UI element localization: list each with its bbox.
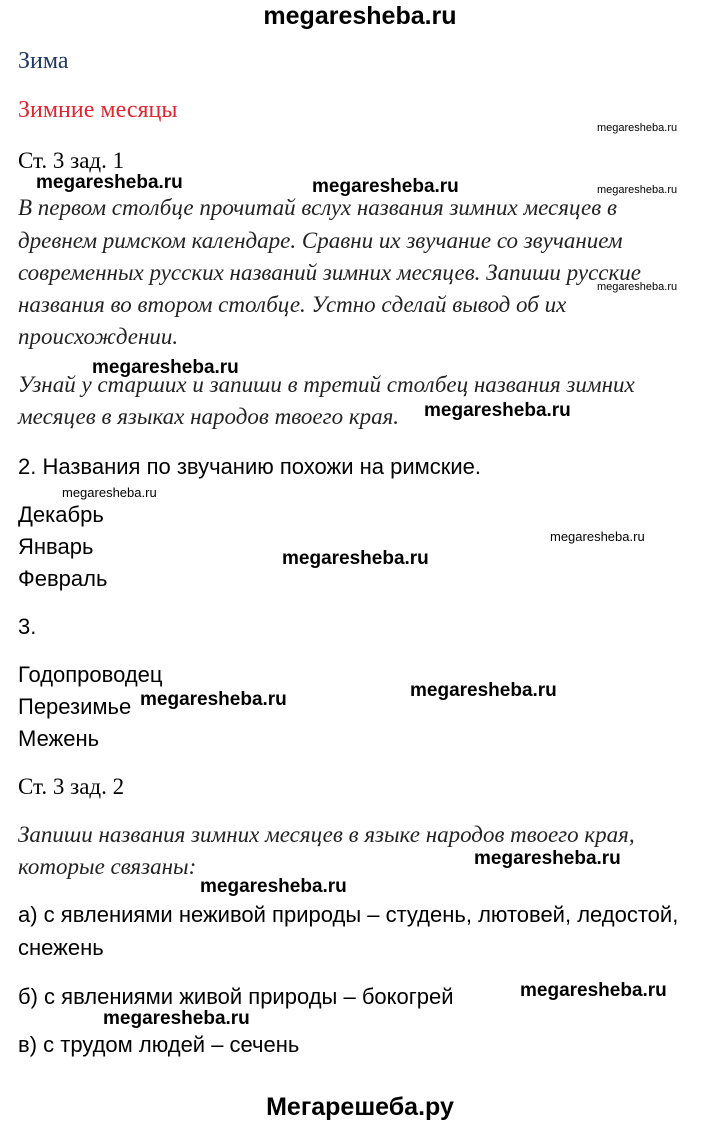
answer2-heading: 2. Названия по звучанию похожи на римские. (18, 454, 482, 479)
task1-text2-line: Узнай у старших и запиши в третий столбец названия зимних (18, 372, 635, 397)
task1-text2-line: месяцев в языках народов твоего края. (18, 404, 400, 429)
watermark: megaresheba.ru (36, 172, 183, 193)
month-item: Январь (18, 534, 94, 559)
task1-text-line: древнем римском календаре. Сравни их звучание со звучанием (18, 228, 623, 253)
task2-text-line: которые связаны: (18, 854, 197, 879)
task2-heading: Ст. 3 зад. 2 (18, 774, 125, 799)
watermark: megaresheba.ru (312, 176, 459, 197)
answer-c: в) с трудом людей – сечень (18, 1032, 300, 1057)
task1-text-line: происхождении. (18, 324, 179, 349)
task1-text-line: названия во втором столбце. Устно сделай вывод об их (18, 292, 567, 317)
month-item: Межень (18, 726, 100, 751)
answer3-heading: 3. (18, 614, 37, 639)
task1-text-line: современных русских названий зимних месяцев. Запиши русские (18, 260, 641, 285)
watermark: megaresheba.ru (520, 980, 667, 1001)
site-header: megaresheba.ru (263, 2, 457, 30)
task1-text-line: В первом столбце прочитай вслух названия зимних месяцев в (18, 195, 617, 220)
page-title: Зима (18, 48, 69, 74)
watermark: megaresheba.ru (597, 184, 678, 196)
watermark: megaresheba.ru (474, 848, 621, 869)
watermark: megaresheba.ru (424, 400, 571, 421)
watermark: megaresheba.ru (597, 122, 678, 134)
watermark: megaresheba.ru (200, 876, 347, 897)
watermark: megaresheba.ru (140, 689, 287, 710)
watermark: megaresheba.ru (92, 357, 239, 378)
site-footer: Мегарешеба.ру (266, 1093, 454, 1121)
month-item: Перезимье (18, 694, 132, 719)
section-subtitle: Зимние месяцы (18, 97, 178, 123)
answer-a-line: а) с явлениями неживой природы – студень, лютовей, ледостой, (18, 902, 679, 927)
watermark: megaresheba.ru (62, 485, 157, 500)
month-item: Февраль (18, 566, 108, 591)
watermark: megaresheba.ru (282, 548, 429, 569)
answer-b: б) с явлениями живой природы – бокогрей (18, 984, 454, 1009)
watermark: megaresheba.ru (103, 1008, 250, 1029)
watermark: megaresheba.ru (410, 680, 557, 701)
task2-text-line: Запиши названия зимних месяцев в языке народов твоего края, (18, 822, 635, 847)
watermark: megaresheba.ru (550, 529, 645, 544)
watermark: megaresheba.ru (597, 281, 678, 293)
answer-a-line: снежень (18, 935, 104, 960)
task1-heading: Ст. 3 зад. 1 (18, 148, 125, 173)
month-item: Декабрь (18, 502, 104, 527)
month-item: Годопроводец (18, 662, 163, 687)
